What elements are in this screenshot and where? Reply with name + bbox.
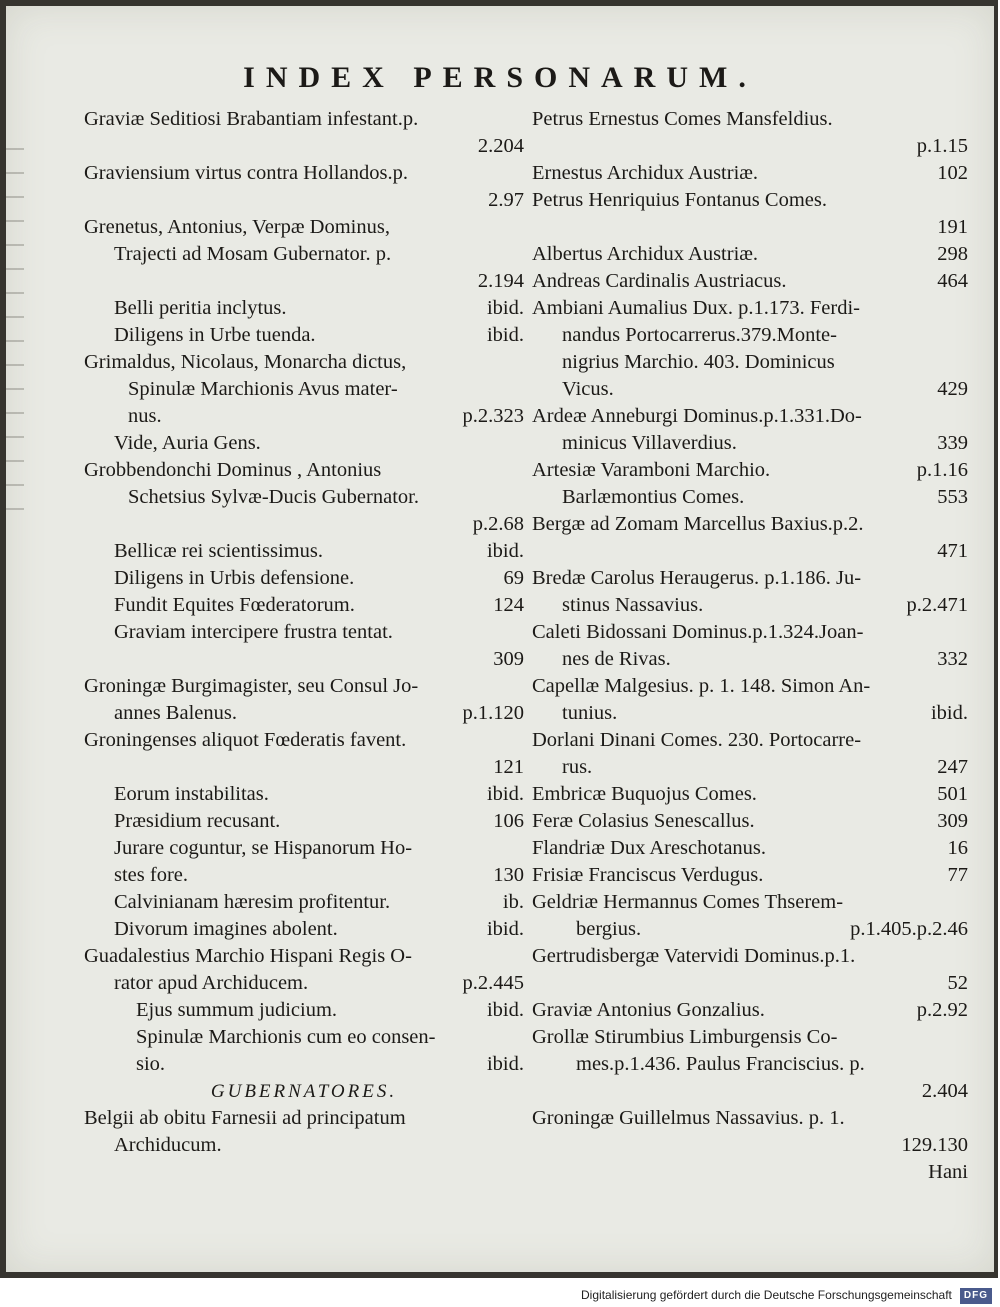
index-entry-line	[84, 673, 524, 700]
index-entry-line	[84, 1105, 524, 1132]
page-reference: 332	[937, 648, 968, 670]
page-title: INDEX PERSONARUM.	[243, 61, 757, 94]
index-entry-line	[84, 970, 524, 997]
entry-text: Albertus Archidux Austriæ.	[532, 243, 759, 265]
index-entry-line	[532, 241, 968, 268]
entry-text: nes de Rivas.	[562, 648, 671, 670]
index-entry-line	[532, 187, 968, 214]
entry-text: Embricæ Buquojus Comes.	[532, 783, 757, 805]
entry-text: Schetsius Sylvæ-Ducis Gubernator.	[128, 486, 419, 508]
page-reference: 309	[493, 648, 524, 670]
entry-text: bergius.	[576, 918, 642, 940]
entry-text: nandus Portocarrerus.379.Monte-	[562, 324, 837, 346]
entry-text: minicus Villaverdius.	[562, 432, 737, 454]
index-entry-line	[532, 376, 968, 403]
entry-text: Caleti Bidossani Dominus.p.1.324.Joan-	[532, 621, 864, 643]
entry-text: Vide, Auria Gens.	[114, 432, 261, 454]
footer-credit-text: Digitalisierung gefördert durch die Deutsche Forschungsgemeinschaft	[581, 1288, 952, 1302]
index-entry-line	[532, 403, 968, 430]
index-entry-line	[84, 1024, 524, 1051]
dfg-logo: DFG	[960, 1288, 992, 1304]
entry-text: Grobbendonchi Dominus , Antonius	[84, 459, 382, 481]
entry-text: nus.	[128, 405, 162, 427]
index-entry-line	[84, 781, 524, 808]
entry-text: Petrus Ernestus Comes Mansfeldius.	[532, 108, 833, 130]
page-reference: ibid.	[486, 324, 524, 346]
entry-text: Bredæ Carolus Heraugerus. p.1.186. Ju-	[532, 567, 862, 589]
index-entry-line	[532, 133, 968, 160]
entry-text: Graviæ Seditiosi Brabantiam infestant.p.	[84, 108, 419, 130]
entry-text: Jurare coguntur, se Hispanorum Ho-	[114, 837, 413, 859]
index-entry-line	[84, 430, 524, 457]
page-reference: ib.	[502, 891, 524, 913]
index-entry-line	[84, 376, 524, 403]
index-entry-line	[84, 1132, 524, 1159]
page-reference: ibid.	[486, 540, 524, 562]
index-entry-line	[84, 187, 524, 214]
page-reference: 464	[937, 270, 968, 292]
page-reference: p.1.405.p.2.46	[850, 918, 968, 940]
page-reference: 191	[937, 216, 968, 238]
entry-text: nigrius Marchio. 403. Dominicus	[562, 351, 835, 373]
page-reference: p.1.16	[916, 459, 968, 481]
page-reference: 102	[937, 162, 968, 184]
index-entry-line	[532, 997, 968, 1024]
entry-text: Diligens in Urbis defensione.	[114, 567, 355, 589]
entry-text: Ambiani Aumalius Dux. p.1.173. Ferdi-	[532, 297, 860, 319]
index-entry-line	[532, 430, 968, 457]
index-entry-line	[532, 484, 968, 511]
entry-text: Spinulæ Marchionis Avus mater-	[128, 378, 398, 400]
index-entry-line	[532, 349, 968, 376]
entry-text: Groningæ Guillelmus Nassavius. p. 1.	[532, 1107, 845, 1129]
entry-text: Petrus Henriquius Fontanus Comes.	[532, 189, 827, 211]
entry-text: Bellicæ rei scientissimus.	[114, 540, 323, 562]
index-entry-line	[84, 160, 524, 187]
page-reference: 52	[947, 972, 968, 994]
page-reference: ibid.	[486, 999, 524, 1021]
entry-text: Belgii ab obitu Farnesii ad principatum	[84, 1107, 406, 1129]
page-reference: 553	[937, 486, 968, 508]
page-reference: 124	[493, 594, 524, 616]
entry-text: Belli peritia inclytus.	[114, 297, 287, 319]
index-entry-line	[84, 808, 524, 835]
index-entry-line	[84, 106, 524, 133]
index-entry-line	[84, 295, 524, 322]
entry-text: sio.	[136, 1053, 166, 1075]
page-reference: 2.194	[477, 270, 524, 292]
page-reference: ibid.	[930, 702, 968, 724]
index-entry-line	[532, 700, 968, 727]
index-entry-line	[532, 1105, 968, 1132]
index-entry-line	[532, 727, 968, 754]
page-reference: 106	[493, 810, 524, 832]
page-reference: p.2.68	[472, 513, 524, 535]
entry-text: Ejus summum judicium.	[136, 999, 338, 1021]
entry-text: Graviensium virtus contra Hollandos.p.	[84, 162, 408, 184]
entry-text: Divorum imagines abolent.	[114, 918, 338, 940]
page-reference: 77	[947, 864, 968, 886]
entry-text: Grenetus, Antonius, Verpæ Dominus,	[84, 216, 390, 238]
index-entry-line	[84, 349, 524, 376]
index-entry-line	[84, 592, 524, 619]
page-reference: 501	[937, 783, 968, 805]
page-reference: 2.97	[488, 189, 524, 211]
index-entry-line	[532, 835, 968, 862]
entry-text: Capellæ Malgesius. p. 1. 148. Simon An-	[532, 675, 871, 697]
entry-text: Ernestus Archidux Austriæ.	[532, 162, 759, 184]
entry-text: stinus Nassavius.	[562, 594, 704, 616]
page-reference: Hani	[928, 1161, 968, 1183]
entry-text: Barlæmontius Comes.	[562, 486, 745, 508]
entry-text: rator apud Archiducem.	[114, 972, 309, 994]
entry-text: Calvinianam hæresim profitentur.	[114, 891, 391, 913]
index-entry-line	[532, 754, 968, 781]
index-entry-line	[84, 727, 524, 754]
page-reference: p.2.471	[906, 594, 968, 616]
page-reference: 309	[937, 810, 968, 832]
index-entry-line	[532, 106, 968, 133]
index-entry-line	[532, 889, 968, 916]
index-entry-line	[84, 322, 524, 349]
entry-text: Flandriæ Dux Areschotanus.	[532, 837, 767, 859]
page-reference: 247	[937, 756, 968, 778]
entry-text: Bergæ ad Zomam Marcellus Baxius.p.2.	[532, 513, 864, 535]
entry-text: Groningæ Burgimagister, seu Consul Jo-	[84, 675, 419, 697]
index-entry-line	[532, 1078, 968, 1105]
entry-text: Gertrudisbergæ Vatervidi Dominus.p.1.	[532, 945, 856, 967]
index-entry-line	[84, 484, 524, 511]
entry-text: annes Balenus.	[114, 702, 237, 724]
page-reference: p.2.323	[462, 405, 524, 427]
facing-page-bleed	[6, 126, 28, 1026]
entry-text: Eorum instabilitas.	[114, 783, 269, 805]
index-entry-line	[84, 133, 524, 160]
index-entry-line	[532, 1024, 968, 1051]
page-reference: 471	[937, 540, 968, 562]
entry-text: Trajecti ad Mosam Gubernator. p.	[114, 243, 392, 265]
index-entry-line	[532, 1051, 968, 1078]
index-entry-line	[532, 1159, 968, 1186]
entry-text: Præsidium recusant.	[114, 810, 281, 832]
index-entry-line	[84, 214, 524, 241]
entry-text: Guadalestius Marchio Hispani Regis O-	[84, 945, 412, 967]
entry-text: Diligens in Urbe tuenda.	[114, 324, 316, 346]
entry-text: Graviam intercipere frustra tentat.	[114, 621, 393, 643]
page-reference: 130	[493, 864, 524, 886]
index-entry-line	[532, 943, 968, 970]
entry-text: Dorlani Dinani Comes. 230. Portocarre-	[532, 729, 862, 751]
entry-text: Graviæ Antonius Gonzalius.	[532, 999, 765, 1021]
entry-text: Archiducum.	[114, 1134, 222, 1156]
page-reference: 129.130	[901, 1134, 968, 1156]
entry-text: Ardeæ Anneburgi Dominus.p.1.331.Do-	[532, 405, 862, 427]
page-reference: 69	[503, 567, 524, 589]
page-reference: ibid.	[486, 918, 524, 940]
entry-text: rus.	[562, 756, 593, 778]
index-entry-line	[84, 1078, 524, 1105]
index-entry-line	[532, 781, 968, 808]
index-entry-line	[532, 970, 968, 997]
page-reference: ibid.	[486, 783, 524, 805]
index-entry-line	[84, 916, 524, 943]
section-heading: GUBERNATORES.	[210, 1081, 398, 1102]
index-entry-line	[84, 1051, 524, 1078]
page-reference: 121	[493, 756, 524, 778]
page-reference: ibid.	[486, 297, 524, 319]
page-reference: 298	[937, 243, 968, 265]
index-entry-line	[84, 403, 524, 430]
index-entry-line	[532, 214, 968, 241]
index-entry-line	[532, 808, 968, 835]
entry-text: mes.p.1.436. Paulus Franciscius. p.	[576, 1053, 865, 1075]
entry-text: Grimaldus, Nicolaus, Monarcha dictus,	[84, 351, 407, 373]
book-page	[6, 6, 994, 1272]
index-entry-line	[84, 835, 524, 862]
index-entry-line	[532, 916, 968, 943]
page-reference: p.1.120	[462, 702, 524, 724]
page-reference: p.2.445	[462, 972, 524, 994]
index-entry-line	[84, 997, 524, 1024]
index-entry-line	[84, 862, 524, 889]
page-reference: 339	[937, 432, 968, 454]
page-reference: p.1.15	[916, 135, 968, 157]
page-reference: 2.204	[477, 135, 524, 157]
index-entry-line	[532, 295, 968, 322]
index-entry-line	[84, 700, 524, 727]
index-entry-line	[532, 619, 968, 646]
index-entry-line	[532, 322, 968, 349]
index-entry-line	[84, 538, 524, 565]
page-reference: p.2.92	[916, 999, 968, 1021]
entry-text: tunius.	[562, 702, 618, 724]
index-entry-line	[84, 889, 524, 916]
index-entry-line	[84, 565, 524, 592]
index-entry-line	[84, 268, 524, 295]
index-entry-line	[532, 862, 968, 889]
index-entry-line	[84, 457, 524, 484]
index-entry-line	[84, 754, 524, 781]
index-entry-line	[532, 565, 968, 592]
page-reference: 429	[937, 378, 968, 400]
index-entry-line	[532, 457, 968, 484]
index-entry-line	[532, 511, 968, 538]
entry-text: Groningenses aliquot Fœderatis favent.	[84, 729, 407, 751]
index-entry-line	[84, 511, 524, 538]
right-index-column	[532, 106, 968, 1186]
entry-text: Vicus.	[562, 378, 614, 400]
entry-text: Spinulæ Marchionis cum eo consen-	[136, 1026, 436, 1048]
index-entry-line	[84, 943, 524, 970]
page-reference: 2.404	[921, 1080, 968, 1102]
entry-text: Andreas Cardinalis Austriacus.	[532, 270, 787, 292]
index-entry-line	[84, 619, 524, 646]
index-entry-line	[84, 241, 524, 268]
index-entry-line	[532, 592, 968, 619]
entry-text: Grollæ Stirumbius Limburgensis Co-	[532, 1026, 838, 1048]
page-reference: ibid.	[486, 1053, 524, 1075]
index-entry-line	[532, 160, 968, 187]
entry-text: stes fore.	[114, 864, 189, 886]
index-entry-line	[532, 673, 968, 700]
index-entry-line	[532, 1132, 968, 1159]
index-entry-line	[532, 538, 968, 565]
index-entry-line	[532, 646, 968, 673]
digitization-footer	[0, 1283, 998, 1307]
entry-text: Feræ Colasius Senescallus.	[532, 810, 755, 832]
entry-text: Artesiæ Varamboni Marchio.	[532, 459, 771, 481]
entry-text: Geldriæ Hermannus Comes Thserem-	[532, 891, 844, 913]
index-entry-line	[84, 646, 524, 673]
index-entry-line	[532, 268, 968, 295]
entry-text: Fundit Equites Fœderatorum.	[114, 594, 355, 616]
entry-text: Frisiæ Franciscus Verdugus.	[532, 864, 764, 886]
page-reference: 16	[947, 837, 968, 859]
left-index-column	[84, 106, 524, 1159]
